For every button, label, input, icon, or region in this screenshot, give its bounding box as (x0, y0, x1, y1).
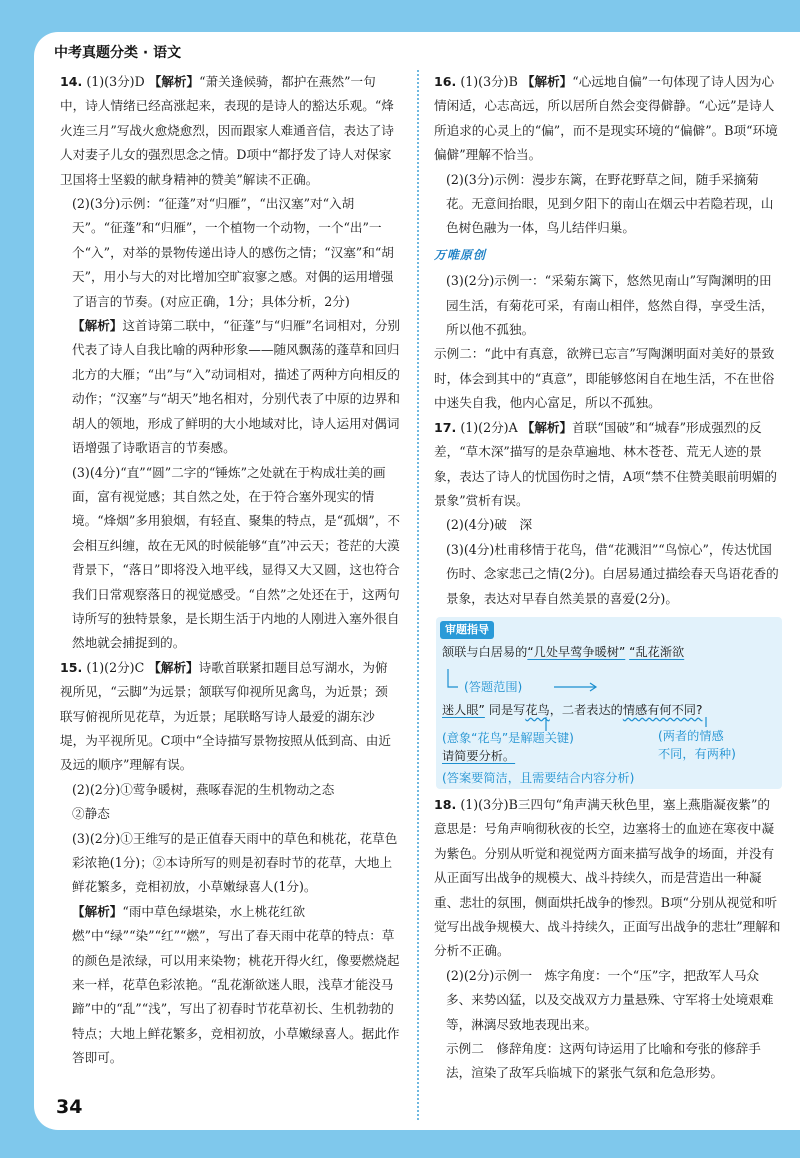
q14-answer-1 (60, 70, 400, 192)
column-divider (417, 70, 419, 1120)
right-column (434, 70, 782, 1086)
original-content-label: 万唯原创 (434, 247, 487, 262)
left-column (60, 70, 400, 1071)
q14-answer-3: (3)(4分)“直”“圆”二字的“锤炼”之处就在于构成壮美的画面，富有视觉感；其自然之处，在于符合塞外现实的情境。“烽烟”多用狼烟，有轻直、聚集的特点，是“孤烟”，不会相互纠缠，故在无风的时候能够“直”冲云天；苍茫的大漠背景下，“落日”即将没入地平线，显得又大又圆，这也符合我们日常观察落日的视觉感受。“自然”之处还在于，这两句诗所写的独特景象，是长期生活于内地的人刚进入塞外很自然地就会捕捉到的。 (72, 464, 401, 651)
guide-wavy: 情感有何不同? (622, 702, 703, 717)
analysis-tag: 【解析】 (148, 74, 200, 89)
guide-underlined: 请简要分析。 (442, 748, 516, 763)
guide-note-diff-1: (两者的情感 (658, 728, 724, 743)
q18-answer-1 (434, 793, 782, 964)
q18-a1-text: 三四句“角声满天秋色里，塞上燕脂凝夜紫”的意思是：号角声响彻秋夜的长空，边塞将士的血迹在寒夜中凝为紫色。分别从听觉和视觉两方面来描写战争的场面，并没有从正面写出战争的规模大、战斗持续久，而是营造出一种凝重、悲壮的氛围，侧面烘托战争的惨烈。B项“分别从视觉和听觉写出战争规模大、战斗持续久，正面写出战争的悲壮”理解和分析不正确。 (434, 796, 781, 959)
q15-a3-analysis-text: “雨中草色绿堪染，水上桃花红欲燃”中“绿”“染”“红”“燃”，写出了春天雨中花草的特点：草的颜色是浓绿，可以用来染物；桃花开得火红，像要燃烧起来一样，花草色彩浓艳。“乱花渐欲迷人眼，浅草才能没马蹄”中的“乱”“浅”，写出了初春时节花草初长、生机勃勃的特点；大地上鲜花繁多，竞相初放，小草嫩绿喜人。据此作答即可。 (72, 903, 400, 1066)
q17-answer-1 (434, 416, 782, 514)
page-number: 34 (56, 1096, 83, 1118)
q18-number: 18. (434, 796, 457, 812)
guide-underlined: “乱花渐欲 (629, 644, 685, 659)
guide-line-3 (442, 747, 515, 765)
guide-text: 颔联与白居易的 (442, 644, 528, 659)
q15-a1-text: 诗歌首联紧扣题目总写湖水，为俯视所见，“云脚”为远景；颔联写仰视所见禽鸟，为近景；颈联写俯视所见花草，为近景；尾联略写诗人最爱的湖东沙堤，为平视所见。C项中“全诗描写景物按照从低到高、由近及远的顺序”理解有误。 (60, 659, 391, 773)
q14-analysis-2 (60, 314, 400, 460)
q17-number: 17. (434, 419, 457, 435)
q14-answer-2: (2)(3分)示例：“征蓬”对“归雁”，“出汉塞”对“入胡天”。“征蓬”和“归雁”，一个植物一个动物，一个“出”一个“入”，对举的景物传递出诗人的感伤之情；“汉塞”和“胡天”，用小与大的对比增加空旷寂寥之感。对偶的运用增强了语言的节奏。(对应正确，1分；具体分析，2分) (72, 196, 394, 309)
q14-a2-analysis-text: 这首诗第二联中，“征蓬”与“归雁”名词相对，分别代表了诗人自我比喻的两种形象——随风飘荡的蓬草和回归北方的大雁；“出”与“入”动词相对，描述了两种方向相反的动作；“汉塞”与“胡天”地名相对，分别代表了中原的边界和胡人的领地，形成了鲜明的大小地域对比，诗人运用对偶词语增强了诗歌语言的节奏感。 (72, 318, 401, 456)
q17-answer-3: (3)(4分)杜甫移情于花鸟，借“花溅泪”“鸟惊心”，传达忧国伤时、念家悲己之情(2分)。白居易通过描绘春天鸟语花香的景象，表达对早春自然美景的喜爱(2分)。 (446, 541, 779, 606)
guide-wavy: 花鸟 (525, 702, 550, 717)
guide-underlined: “几处早莺争暖树” (527, 644, 626, 659)
q15-answer-2-line2: ②静态 (72, 806, 110, 822)
q18-a1-prefix: (1)(3分)B (460, 796, 518, 812)
q16-answer-1 (434, 70, 782, 168)
guide-text: 同是写 (488, 702, 526, 717)
q16-answer-2: (2)(3分)示例：漫步东篱，在野花野草之间，随手采摘菊花。无意间抬眼，见到夕阳下的南山在烟云中若隐若现，山色树色融为一体，鸟儿结伴归巢。 (446, 171, 774, 236)
guide-note-key: (意象“花鸟”是解题关键) (442, 730, 574, 745)
q16-example-2: 示例二：“此中有真意，欲辨已忘言”写陶渊明面对美好的景致时，体会到其中的“真意”，即能够悠闲自在地生活，不在世俗中迷失自我，他内心富足，所以不孤独。 (434, 346, 775, 411)
analysis-tag: 【解析】 (72, 318, 123, 334)
q15-answer-1 (60, 656, 400, 778)
question-guide-box (436, 617, 782, 789)
q15-answer-3: (3)(2分)①王维写的是正值春天雨中的草色和桃花，花草色彩浓艳(1分)；②本诗所写的则是初春时节的花草，大地上鲜花繁多，竞相初放，小草嫩绿喜人(1分)。 (72, 830, 398, 895)
q18-example-2: 示例二 修辞角度：这两句诗运用了比喻和夸张的修辞手法，渲染了敌军兵临城下的紧张气氛和危急形势。 (446, 1041, 761, 1081)
q16-a1-text: “心远地自偏”一句体现了诗人因为心情闲适，心志高远，所以居所自然会变得僻静。“心远”是诗人所追求的心灵上的“偏”，而不是现实环境的“偏僻”。B项“环境偏僻”理解不恰当。 (434, 74, 778, 163)
analysis-tag: 【解析】 (72, 903, 123, 919)
guide-title: 审题指导 (440, 621, 494, 639)
q17-a1-prefix: (1)(2分)A (460, 419, 518, 435)
guide-line-1 (442, 643, 684, 661)
guide-line-2 (442, 701, 702, 719)
page-header: 中考真题分类 · 语文 (54, 45, 182, 61)
q15-analysis-3 (60, 900, 400, 1071)
guide-underlined: 迷人眼” (442, 702, 485, 717)
q17-answer-2: (2)(4分)破 深 (446, 517, 533, 533)
q16-number: 16. (434, 74, 457, 89)
q14-a1-text: “萧关逢候骑，都护在燕然”一句中，诗人情绪已经高涨起来，表现的是诗人的豁达乐观。“烽火连三月”写战火愈烧愈烈，因而跟家人难通音信，表达了诗人对妻子儿女的强烈思念之情。D项中“都抒发了诗人对保家卫国将士坚毅的献身精神的赞美”解读不正确。 (60, 74, 394, 187)
q16-answer-3: (3)(2分)示例一：“采菊东篱下，悠然见南山”写陶渊明的田园生活，有菊花可采，有南山相伴，悠然自得，享受生活，所以他不孤独。 (446, 273, 774, 338)
guide-note-range: (答题范围) (464, 679, 523, 694)
guide-note-diff-2: 不同，有两种) (658, 746, 736, 761)
q14-a1-prefix: (1)(3分)D (86, 74, 145, 89)
analysis-tag: 【解析】 (521, 419, 573, 435)
q15-answer-2-line1: (2)(2分)①莺争暖树，燕啄春泥的生机物动之态 (72, 781, 335, 797)
answer-page (34, 32, 800, 1130)
q14-number: 14. (60, 74, 83, 89)
q15-a1-prefix: (1)(2分)C (86, 659, 145, 675)
q16-a1-prefix: (1)(3分)B (460, 74, 518, 89)
q15-number: 15. (60, 659, 83, 675)
analysis-tag: 【解析】 (521, 74, 573, 89)
guide-text: ，二者表达的 (549, 702, 623, 717)
guide-note-brief: (答案要简洁，且需要结合内容分析) (442, 770, 635, 785)
q18-answer-2: (2)(2分)示例一 炼字角度：一个“压”字，把敌军人马众多、来势凶猛，以及交战双方力量悬殊、守军将士处境艰难等，淋漓尽致地表现出来。 (446, 967, 774, 1032)
q17-a1-text: 首联“国破”和“城春”形成强烈的反差，“草木深”描写的是杂草遍地、林木苍苍、荒无人迹的景象，表达了诗人的忧国伤时之情，A项“禁不住赞美眼前明媚的景象”赏析有误。 (434, 419, 777, 508)
analysis-tag: 【解析】 (148, 659, 199, 675)
